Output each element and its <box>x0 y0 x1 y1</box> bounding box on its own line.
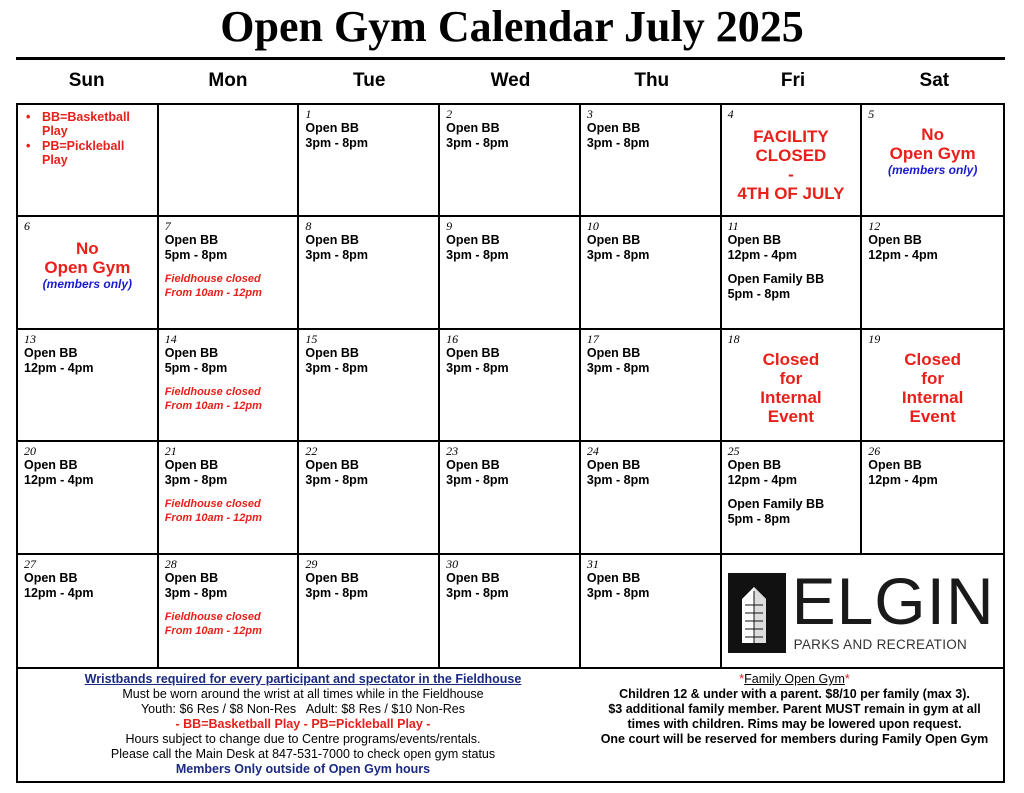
day-number: 16 <box>446 331 459 346</box>
day-number: 29 <box>305 556 318 571</box>
hours: 5pm - 8pm <box>164 360 228 375</box>
activity: Open BB <box>727 458 782 473</box>
weekday-sat: Sat <box>919 70 950 91</box>
day-number: 28 <box>164 556 177 571</box>
activity: Open BB <box>586 458 641 473</box>
day-number: 25 <box>727 444 740 459</box>
day-number: 27 <box>24 556 36 571</box>
hours: 5pm - 8pm <box>727 287 791 302</box>
day-cell-16 <box>440 330 581 442</box>
activity: Open BB <box>305 233 359 248</box>
activity: Open BB <box>24 458 78 473</box>
weekday-sun: Sun <box>68 70 105 91</box>
hours: 3pm - 8pm <box>586 585 650 600</box>
day-number: 23 <box>446 444 459 459</box>
activity: Open BB <box>586 570 641 585</box>
day-number: 1 <box>305 107 312 121</box>
hours: 3pm - 8pm <box>164 585 228 600</box>
hours: 3pm - 8pm <box>586 248 650 263</box>
pricing: Youth: $6 Res / $8 Non-Res Adult: $8 Res / $10 Non-Res <box>140 702 466 716</box>
day-cell-31 <box>581 555 722 667</box>
activity: Open BB <box>446 345 500 360</box>
no-open-gym-notice: No Open Gym (members only) <box>887 125 978 177</box>
day-number: 31 <box>586 556 599 571</box>
hours: 12pm - 4pm <box>868 248 938 263</box>
closed-notice: Closed for Internal Event <box>901 349 964 426</box>
hours: 3pm - 8pm <box>586 136 650 150</box>
fieldhouse-note: Fieldhouse closed From 10am - 12pm <box>164 385 262 412</box>
day-number: 26 <box>868 444 881 459</box>
day-number: 15 <box>305 331 318 346</box>
family-line: One court will be reserved for members during Family Open Gym <box>600 732 989 746</box>
day-number: 2 <box>446 107 453 121</box>
day-cell-3 <box>581 105 722 217</box>
day-cell-15 <box>299 330 440 442</box>
day-cell-28 <box>159 555 300 667</box>
members-only-note: Members Only outside of Open Gym hours <box>175 762 431 776</box>
activity: Open BB <box>586 121 641 135</box>
day-number: 24 <box>586 444 599 459</box>
closed-notice: Closed for Internal Event <box>760 349 822 426</box>
day-cell-22 <box>299 442 440 554</box>
day-number: 30 <box>446 556 459 571</box>
fieldhouse-note: Fieldhouse closed From 10am - 12pm <box>164 610 262 637</box>
activity: Open BB <box>727 233 782 248</box>
day-cell-8 <box>299 217 440 329</box>
bullet-icon: • <box>26 139 31 153</box>
hours: 3pm - 8pm <box>305 360 368 375</box>
family-open-gym-info <box>586 672 1003 747</box>
activity: Open Family BB <box>727 272 825 287</box>
day-number: 19 <box>868 331 881 346</box>
day-cell-24 <box>581 442 722 554</box>
activity: Open BB <box>305 121 359 135</box>
activity: Open BB <box>305 570 359 585</box>
day-number: 17 <box>586 331 599 346</box>
activity: Open BB <box>164 570 219 585</box>
weekday-thu: Thu <box>634 70 670 91</box>
weekday-fri: Fri <box>780 70 806 91</box>
wristband-heading: Wristbands required for every participant and spectator in the Fieldhouse <box>84 672 522 686</box>
day-cell-12 <box>862 217 1003 329</box>
title-rule <box>16 57 1005 60</box>
day-number: 14 <box>164 331 177 346</box>
day-cell-26 <box>862 442 1003 554</box>
activity: Open BB <box>586 233 641 248</box>
legend-cell <box>18 105 159 217</box>
logo-subtitle: PARKS AND RECREATION <box>793 636 968 652</box>
hours: 5pm - 8pm <box>727 512 791 527</box>
weekday-wed: Wed <box>490 70 531 91</box>
activity: Open BB <box>446 458 500 473</box>
abbreviation-key: - BB=Basketball Play - PB=Pickleball Play - <box>175 717 431 731</box>
no-open-gym-notice: No Open Gym (members only) <box>42 239 133 292</box>
day-cell-11 <box>722 217 863 329</box>
activity: Open Family BB <box>727 497 825 512</box>
empty-cell <box>159 105 300 217</box>
day-cell-9 <box>440 217 581 329</box>
day-cell-5 <box>862 105 1003 217</box>
activity: Open BB <box>164 458 219 473</box>
logo-wordmark: ELGIN <box>791 563 995 638</box>
activity: Open BB <box>305 458 359 473</box>
contact-info: Please call the Main Desk at 847-531-7000 to check open gym status <box>110 747 496 761</box>
day-number: 5 <box>868 107 875 121</box>
day-cell-13 <box>18 330 159 442</box>
hours: 3pm - 8pm <box>446 136 509 150</box>
activity: Open BB <box>305 345 359 360</box>
weekday-header <box>16 64 1005 98</box>
hours: 12pm - 4pm <box>727 473 798 488</box>
wristband-info <box>18 672 588 777</box>
legend-item: • BB=Basketball Play <box>26 110 130 138</box>
family-heading: *Family Open Gym* <box>739 672 850 686</box>
family-line: times with children. Rims may be lowered upon request. <box>627 717 962 731</box>
day-number: 3 <box>586 107 593 121</box>
hours: 12pm - 4pm <box>868 473 938 488</box>
hours: 3pm - 8pm <box>446 248 509 263</box>
weekday-tue: Tue <box>353 70 386 91</box>
hours: 3pm - 8pm <box>305 473 368 488</box>
day-number: 6 <box>24 219 30 234</box>
hours: 3pm - 8pm <box>586 473 650 488</box>
legend-list <box>24 110 151 167</box>
fieldhouse-note: Fieldhouse closed From 10am - 12pm <box>164 273 262 300</box>
activity: Open BB <box>164 233 219 248</box>
activity: Open BB <box>586 345 641 360</box>
day-cell-1 <box>299 105 440 217</box>
day-number: 21 <box>164 444 177 459</box>
activity: Open BB <box>868 233 922 248</box>
hours: 12pm - 4pm <box>727 248 798 263</box>
day-number: 20 <box>24 444 36 459</box>
day-cell-23 <box>440 442 581 554</box>
day-number: 12 <box>868 219 881 234</box>
logo-cell <box>722 555 1003 667</box>
day-cell-20 <box>18 442 159 554</box>
footer <box>16 669 1005 783</box>
hours: 3pm - 8pm <box>305 248 368 263</box>
calendar-grid <box>16 103 1005 669</box>
day-number: 4 <box>727 107 734 121</box>
day-number: 7 <box>164 219 171 234</box>
hours: 3pm - 8pm <box>305 136 368 150</box>
page-title: Open Gym Calendar July 2025 <box>220 2 804 51</box>
day-cell-30 <box>440 555 581 667</box>
day-number: 9 <box>446 219 453 234</box>
hours-disclaimer: Hours subject to change due to Centre programs/events/rentals. <box>125 732 481 746</box>
building-icon <box>728 573 786 653</box>
day-cell-17 <box>581 330 722 442</box>
wristband-rule: Must be worn around the wrist at all times while in the Fieldhouse <box>122 687 484 701</box>
hours: 3pm - 8pm <box>164 473 228 488</box>
day-cell-4 <box>722 105 863 217</box>
day-number: 18 <box>727 331 740 346</box>
hours: 5pm - 8pm <box>164 248 228 263</box>
day-cell-2 <box>440 105 581 217</box>
activity: Open BB <box>24 570 78 585</box>
bullet-icon: • <box>26 110 31 124</box>
day-cell-19 <box>862 330 1003 442</box>
activity: Open BB <box>164 345 219 360</box>
family-line: $3 additional family member. Parent MUST remain in gym at all <box>608 702 981 716</box>
day-cell-25 <box>722 442 863 554</box>
day-cell-18 <box>722 330 863 442</box>
activity: Open BB <box>446 233 500 248</box>
activity: Open BB <box>446 121 500 135</box>
day-cell-27 <box>18 555 159 667</box>
hours: 3pm - 8pm <box>446 473 509 488</box>
family-line: Children 12 & under with a parent. $8/10 per family (max 3). <box>619 687 970 701</box>
hours: 3pm - 8pm <box>446 360 509 375</box>
day-number: 11 <box>727 219 739 234</box>
hours: 12pm - 4pm <box>24 473 94 488</box>
day-number: 13 <box>24 331 36 346</box>
day-cell-7 <box>159 217 300 329</box>
day-cell-21 <box>159 442 300 554</box>
day-cell-10 <box>581 217 722 329</box>
day-number: 8 <box>305 219 312 234</box>
hours: 12pm - 4pm <box>24 360 94 375</box>
legend-item: • PB=Pickleball Play <box>26 139 125 167</box>
day-number: 10 <box>586 219 599 234</box>
hours: 12pm - 4pm <box>24 585 94 600</box>
hours: 3pm - 8pm <box>446 585 509 600</box>
activity: Open BB <box>24 345 78 360</box>
day-cell-29 <box>299 555 440 667</box>
day-cell-14 <box>159 330 300 442</box>
activity: Open BB <box>446 570 500 585</box>
day-cell-6 <box>18 217 159 329</box>
fieldhouse-note: Fieldhouse closed From 10am - 12pm <box>164 498 262 525</box>
elgin-logo <box>728 563 995 653</box>
activity: Open BB <box>868 458 922 473</box>
hours: 3pm - 8pm <box>586 360 650 375</box>
closed-notice: FACILITY CLOSED - 4TH OF JULY <box>737 127 845 203</box>
weekday-mon: Mon <box>208 70 248 91</box>
day-number: 22 <box>305 444 318 459</box>
hours: 3pm - 8pm <box>305 585 368 600</box>
